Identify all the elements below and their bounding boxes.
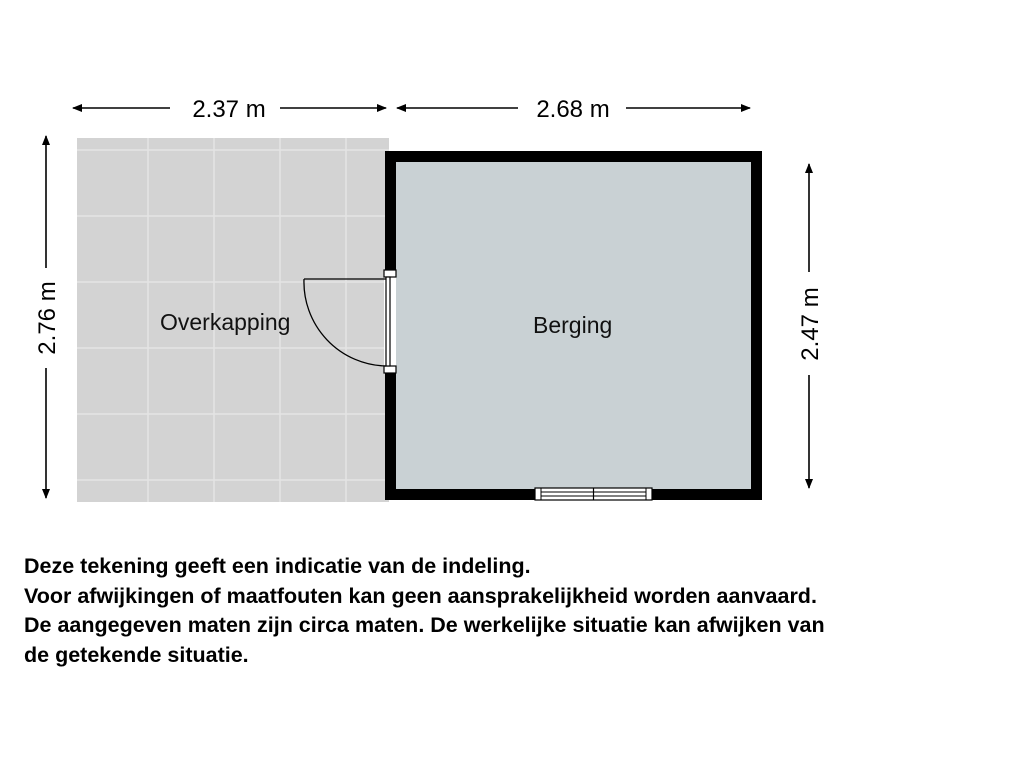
dimension-overkapping-depth: [34, 136, 61, 498]
dimension-label-overkapping-width: 2.37 m: [192, 96, 266, 123]
berging-label: Berging: [533, 312, 613, 338]
dimension-label-berging-depth: 2.47 m: [797, 287, 824, 361]
disclaimer-text: [24, 552, 1014, 670]
disclaimer-line: Deze tekening geeft een indicatie van de indeling.: [24, 554, 531, 578]
overkapping-label: Overkapping: [160, 309, 291, 335]
disclaimer-line: Voor afwijkingen of maatfouten kan geen aansprakelijkheid worden aanvaard.: [24, 583, 817, 608]
dimension-berging-width: [397, 96, 750, 123]
dimension-label-overkapping-depth: 2.76 m: [34, 281, 61, 355]
disclaimer-line: de getekende situatie.: [24, 642, 249, 667]
dimension-overkapping-width: [73, 96, 386, 123]
disclaimer-line: De aangegeven maten zijn circa maten. De werkelijke situatie kan afwijken van: [24, 613, 825, 637]
dimension-berging-depth: [797, 164, 824, 488]
overkapping-area: [77, 138, 389, 502]
dimension-label-berging-width: 2.68 m: [536, 96, 610, 123]
door-leaf: [386, 277, 390, 366]
door-jamb-bottom: [384, 366, 396, 373]
berging-room: [391, 157, 757, 495]
window: [535, 488, 652, 500]
door-jamb-top: [384, 270, 396, 277]
